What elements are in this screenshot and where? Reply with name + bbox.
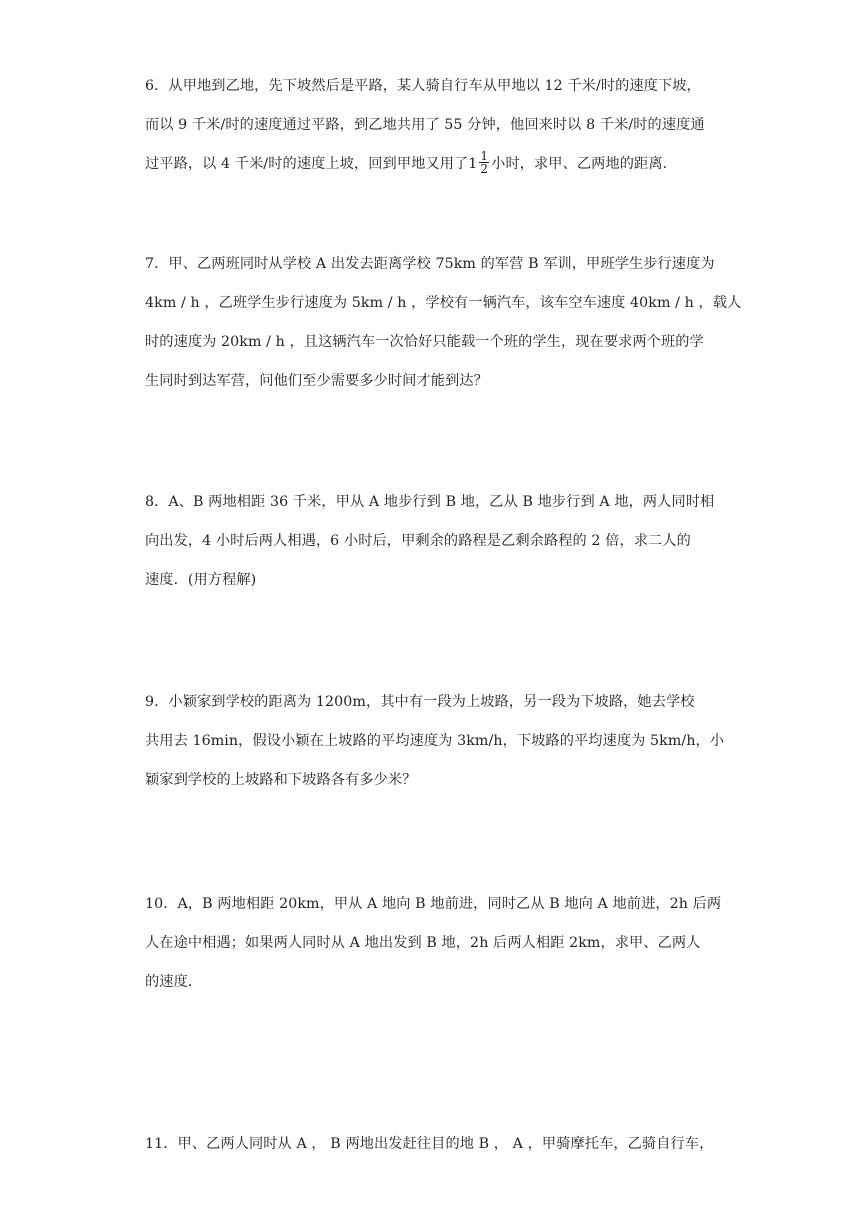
problem-line: 10．A，B 两地相距 20km，甲从 A 地向 B 地前进，同时乙从 B 地向 A 地前进，2h 后两 [145,896,722,912]
problem-line: 而以 9 千米/时的速度通过平路，到乙地共用了 55 分钟，他回来时以 8 千米/时的速度通 [145,117,705,133]
problem-7 [145,245,742,401]
problem-line: 8．A、B 两地相距 36 千米，甲从 A 地步行到 B 地，乙从 B 地步行到 A 地，两人同时相 [145,494,715,510]
problem-11 [145,1125,725,1164]
mixed-number-whole: 1 [468,156,478,172]
fraction [479,150,489,175]
problem-6 [145,67,725,184]
problem-10 [145,885,725,1002]
fraction-denominator: 2 [480,161,489,176]
problem-line-text: 过平路，以 4 千米/时的速度上坡，回到甲地又用了 [145,156,469,172]
problem-line: 生同时到达军营，问他们至少需要多少时间才能到达？ [145,373,488,389]
problem-8 [145,483,725,600]
problem-line: 时的速度为 20km / h ，且这辆汽车一次恰好只能载一个班的学生，现在要求两个班的学 [145,334,704,350]
problem-line: 向出发，4 小时后两人相遇，6 小时后，甲剩余的路程是乙剩余路程的 2 倍，求二人的 [145,533,691,549]
problem-9 [145,683,725,800]
fraction-numerator: 1 [480,148,489,163]
problem-line: 4km / h ，乙班学生步行速度为 5km / h ，学校有一辆汽车，该车空车速度 40km / h ，载人 [145,295,742,311]
problem-line: 共用去 16min，假设小颖在上坡路的平均速度为 3km/h，下坡路的平均速度为 5km/h，小 [145,733,725,749]
problem-line: 11．甲、乙两人同时从 A ， B 两地出发赶往目的地 B ， A ，甲骑摩托车，乙骑自行车， [145,1136,714,1152]
problem-line: 6．从甲地到乙地，先下坡然后是平路，某人骑自行车从甲地以 12 千米/时的速度下坡， [145,78,701,94]
problem-line [145,145,725,184]
problem-line-text: 小时，求甲、乙两地的距离． [491,156,677,172]
problem-line: 速度．(用方程解) [145,572,257,588]
problem-line: 的速度． [145,974,203,990]
problem-line: 9．小颖家到学校的距离为 1200m，其中有一段为上坡路，另一段为下坡路，她去学校 [145,694,695,710]
problem-line: 颖家到学校的上坡路和下坡路各有多少米？ [145,772,417,788]
problem-line: 7．甲、乙两班同时从学校 A 出发去距离学校 75km 的军营 B 军训，甲班学生步行速度为 [145,256,715,272]
problem-line: 人在途中相遇；如果两人同时从 A 地出发到 B 地，2h 后两人相距 2km，求甲、乙两人 [145,935,701,951]
